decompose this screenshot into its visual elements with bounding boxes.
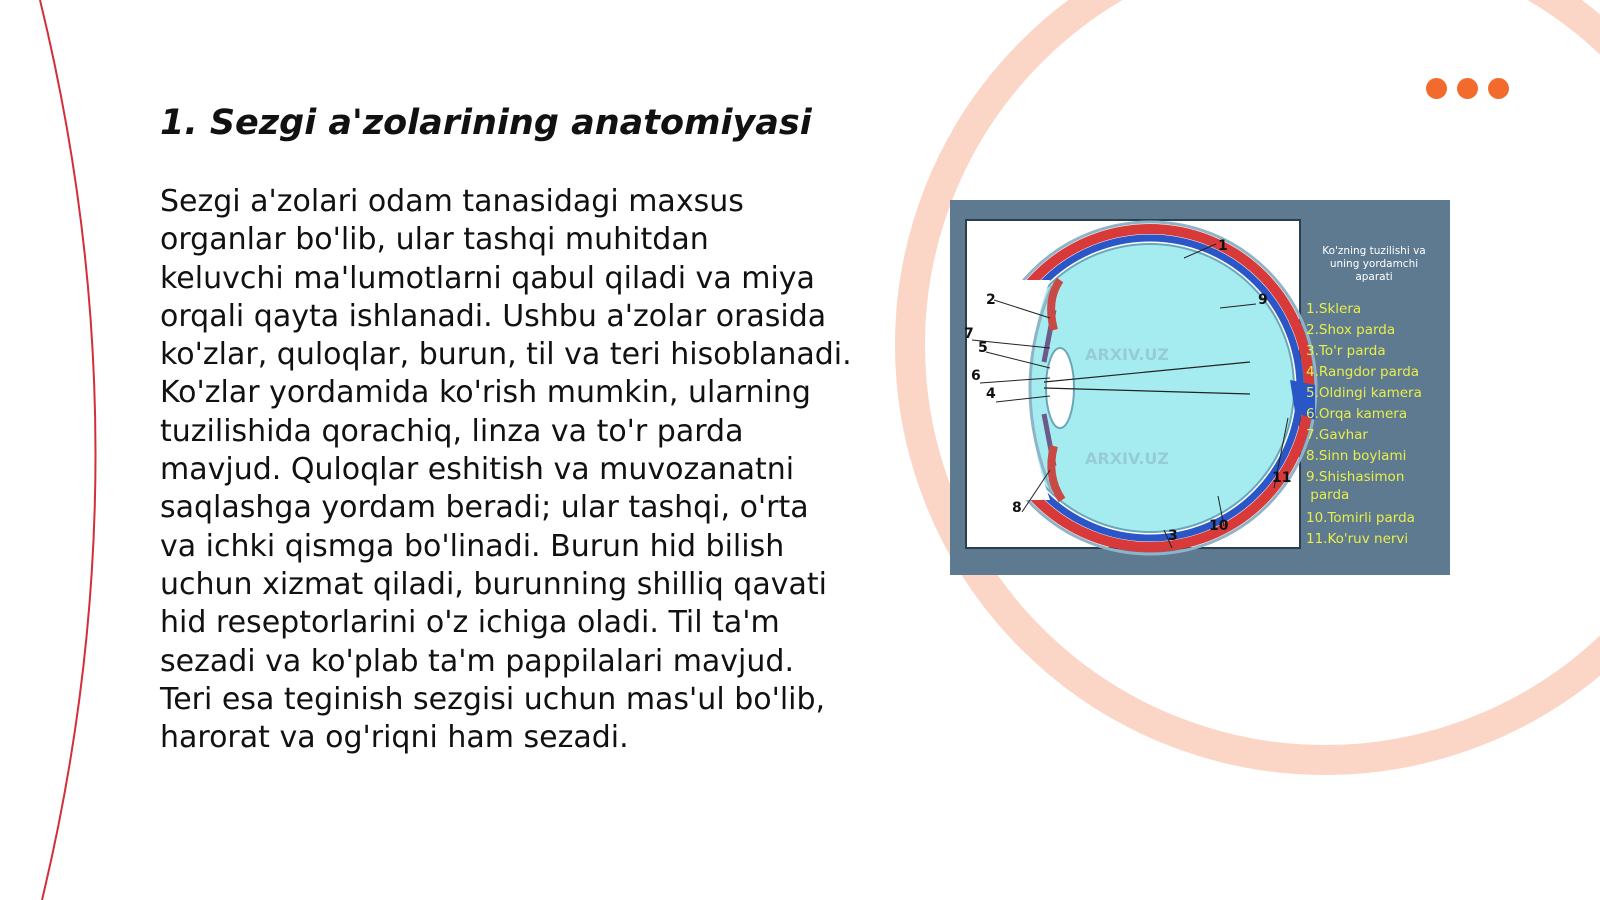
paragraph-line: va ichki qismga bo'linadi. Burun hid bilish xyxy=(160,528,785,564)
paragraph-line: organlar bo'lib, ular tashqi muhitdan xyxy=(160,222,709,258)
paragraph-line: uchun xizmat qiladi, burunning shilliq qavati xyxy=(160,566,827,602)
paragraph-line: saqlashga yordam beradi; ular tashqi, o'rta xyxy=(160,490,809,526)
dot-3 xyxy=(1488,78,1509,99)
eye-anatomy-figure xyxy=(950,200,1450,575)
label-5: 5 xyxy=(978,340,988,356)
dot-1 xyxy=(1426,78,1447,99)
legend-item: 6.Orqa kamera xyxy=(1306,406,1408,422)
legend-item: 1.Sklera xyxy=(1306,301,1362,317)
dot-2 xyxy=(1457,78,1478,99)
label-4: 4 xyxy=(986,386,996,402)
legend-item: 11.Ko'ruv nervi xyxy=(1306,531,1409,547)
legend-item: 3.To'r parda xyxy=(1306,343,1386,359)
paragraph-line: Sezgi a'zolari odam tanasidagi maxsus xyxy=(160,184,744,219)
label-2: 2 xyxy=(986,292,996,308)
label-6: 6 xyxy=(971,368,981,384)
paragraph-line: ko'zlar, quloqlar, burun, til va teri hisoblanadi. xyxy=(160,337,852,373)
label-7: 7 xyxy=(964,326,974,342)
eye-diagram xyxy=(950,200,1450,575)
slide-paragraph xyxy=(160,183,860,757)
watermark: ARXIV.UZ xyxy=(1085,345,1169,364)
legend-item: 7.Gavhar xyxy=(1306,427,1368,443)
label-3: 3 xyxy=(1168,528,1178,544)
legend-item: 5.Oldingi kamera xyxy=(1306,385,1422,401)
left-curve-line xyxy=(40,0,96,900)
paragraph-line: Teri esa teginish sezgisi uchun mas'ul bo'lib, xyxy=(160,681,826,717)
legend-item: 8.Sinn boylami xyxy=(1306,448,1407,464)
label-1: 1 xyxy=(1218,238,1228,254)
legend-item: 2.Shox parda xyxy=(1306,322,1396,338)
slide-title: 1. Sezgi a'zolarining anatomiyasi xyxy=(160,103,812,143)
label-9: 9 xyxy=(1258,292,1268,308)
paragraph-line: keluvchi ma'lumotlarni qabul qiladi va miya xyxy=(160,260,815,296)
legend-item: parda xyxy=(1306,487,1350,503)
legend-item: 9.Shishasimon xyxy=(1306,469,1405,485)
legend-title-line: uning yordamchi xyxy=(1329,258,1419,270)
label-11: 11 xyxy=(1272,470,1292,486)
watermark: ARXIV.UZ xyxy=(1085,449,1169,468)
paragraph-line: harorat va og'riqni ham sezadi. xyxy=(160,720,629,756)
legend-title-line: aparati xyxy=(1355,271,1393,283)
paragraph-line: orqali qayta ishlanadi. Ushbu a'zolar orasida xyxy=(160,298,827,334)
legend-title-line: Ko'zning tuzilishi va xyxy=(1322,245,1426,257)
paragraph-line: sezadi va ko'plab ta'm pappilalari mavjud. xyxy=(160,643,794,679)
paragraph-line: tuzilishida qorachiq, linza va to'r parda xyxy=(160,413,744,449)
decorative-dots xyxy=(1426,78,1509,99)
label-8: 8 xyxy=(1012,500,1022,516)
paragraph-line: hid reseptorlarini o'z ichiga oladi. Til ta'm xyxy=(160,605,780,641)
label-10: 10 xyxy=(1209,518,1229,534)
paragraph-line: mavjud. Quloqlar eshitish va muvozanatni xyxy=(160,452,795,488)
legend-item: 10.Tomirli parda xyxy=(1306,510,1415,526)
legend-item: 4.Rangdor parda xyxy=(1306,364,1420,380)
paragraph-line: Ko'zlar yordamida ko'rish mumkin, ularning xyxy=(160,375,811,411)
